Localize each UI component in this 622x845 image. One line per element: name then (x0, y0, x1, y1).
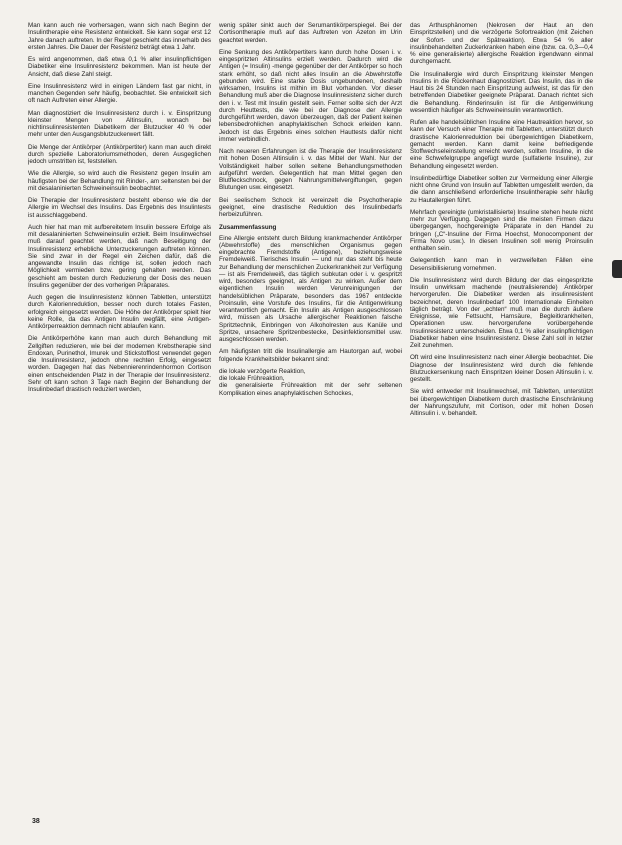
paragraph: Oft wird eine Insulinresistenz nach einer Allergie beobachtet. Die Diagnose der Insulinresistenz wird durch die fehlende Blutzuckersenkung nach Einspritzen kleiner Dosen Altinsulin i. v. gestellt. (410, 354, 593, 383)
text-column-middle (219, 22, 402, 822)
paragraph: Bei seelischem Schock ist vereinzelt die Psychotherapie geeignet, eine drastische Reduktion des Insulinbedarfs herbeizuführen. (219, 196, 402, 218)
paragraph: Wie die Allergie, so wird auch die Resistenz gegen Insulin am häufigsten bei der Behandlung mit Rinder-, am seltensten bei der mit desalaninierten Schweineinsulin beobachtet. (28, 170, 211, 192)
paragraph: Mehrfach gereinigte (umkristallisierte) Insuline stehen heute nicht mehr zur Verfügung. Dagegen sind die meisten Firmen dazu übergegangen, hochgereinigte Präparate in den Handel zu bringen („C“-Insuline der Firma Hoechst, Monocomponent der Firma Novo usw.). In diesen Insulinen soll wenig Proinsulin enthalten sein. (410, 208, 593, 252)
paragraph: Die Antikörperhöhe kann man auch durch Behandlung mit Zellgiften reduzieren, wie bei der modernen Krebstherapie sind Endoxan, Purinethol, Imurek und Stickstofflost verwendet gegen die Insulinresistenz, jedoch ohne rechten Erfolg, eingesetzt worden. Dagegen hat das Nebennierenrindenhormon Cortison einen entscheidenden Platz in der Therapie der Insulinresistenz. Sehr oft kann schon 3 Tage nach Beginn der Behandlung der Insulinbedarf drastisch reduziert werden, (28, 335, 211, 393)
paragraph: Eine Allergie entsteht durch Bildung krankmachender Antikörper (Abwehrstoffe) des menschlichen Organismus gegen eingebrachte Fremdstoffe (Antigene), beziehungsweise Fremdeiweiß. Tierisches Insulin — und nur das steht bis heute zur Behandlung der menschlichen Zuckerkrankheit zur Verfügung — ist als Fremdeiweiß, das täglich subkutan oder i. v. gespritzt wird, besonders geeignet, als Antigen zu wirken. Außer dem eigentlichen Insulin werden Verunreinigungen der handelsüblichen Präparate, besonders das 1967 entdeckte Proinsulin, eine Vorstufe des Insulins, für die Antigenwirkung verantwortlich gemacht. Ein Insulin als Antigen ausgeschlossen wird, müssen als Ursache allergischer Reaktionen falsche Spritztechnik, Einbringen von Alkoholresten aus Kanüle und Spritze, unsachere Spritzenbestecke, Desinfektionsmittel usw. ausgeschlossen werden. (219, 234, 402, 343)
paragraph: das Arthusphänomen (Nekrosen der Haut an den Einspritzstellen) und die verzögerte Sofortreaktion (mit Zeichen der Sofort- und der Spätreaktion). Etwa 54 % aller insulinbehandelten Zuckerkranken haben eine (bzw. ca. 0,3—0,4 % eine generalisierte) allergische Reaktion irgendwann einmal durchgemacht. (410, 22, 593, 66)
paragraph: Die Therapie der Insulinresistenz besteht ebenso wie die der Allergie im Wechsel des Insulins. Das Ergebnis des Insulintests ist ausschlaggebend. (28, 197, 211, 219)
section-heading: Zusammenfassung (219, 224, 277, 232)
paragraph: Nach neueren Erfahrungen ist die Therapie der Insulinresistenz mit hohen Dosen Altinsulin i. v. das Mittel der Wahl. Nur der Vollständigkeit halber sollen seltene Behandlungsmethoden aufgeführt werden. Gelegentlich hat man Mittel gegen den Blutfleckschnock, gegen Nahrungsmittelvergiftungen, gegen Blutungen usw. eingesetzt. (219, 148, 402, 192)
text-column-right (410, 22, 593, 822)
paragraph: Die Insulinallergie wird durch Einspritzung kleinster Mengen Insulins in die Rückenhaut diagnostiziert. Das Insulin, das in die Haut bis 24 Stunden nach Einspritzung aufweist, ist das für den betreffenden Diabetiker geeignete Präparat. Danach richtet sich die Behandlung. Rinderinsulin ist für die Antigenwirkung wesentlich häufiger als Schweineinsulin verantwortlich. (410, 70, 593, 114)
paragraph: Auch hier hat man mit aufbereitetem Insulin bessere Erfolge als mit desalaninierten Schweineinsulin erzielt. Beim Insulinwechsel muß darauf geachtet werden, daß nach Beseitigung der Insulinresistenz erhebliche Unterzuckerungen auftreten können. Sie sind zwar in der Regel ein Zeichen dafür, daß die angewandte Insulin das richtige ist, sollen jedoch nach Möglichkeit vermieden bzw. gering gehalten werden. Das geschieht am besten durch Reduzierung der Dosis des neuen Insulins gegenüber der des vorherigen Präparates. (28, 223, 211, 289)
paragraph: Die Insulinresistenz wird durch Bildung der das eingespritzte Insulin unwirksam machende (neutralisierende) Antikörper hervorgerufen. Die Diabetiker werden als insulinresistent bezeichnet, deren Insulinbedarf 100 Internationale Einheiten täglich beträgt. Von der „echten“ muß man die durch äußere Ereignisse, wie Fettsucht, Harnsäure, Begleitkrankheiten, Operationen usw. hervorgerufene vorübergehende Insulinresistenz unterscheiden. Etwa 0,1 % aller insulinpflichtigen Diabetiker haben eine Insulinresistenz. Diese Zahl soll in letzter Zeit zunehmen. (410, 276, 593, 349)
paragraph: Die Menge der Antikörper (Antikörpertiter) kann man auch direkt durch spezielle Laboratoriumsmethoden, deren Ausgeglichen jedoch umstritten ist, feststellen. (28, 143, 211, 165)
binding-mark (612, 260, 622, 278)
paragraph: Sie wird entweder mit Insulinwechsel, mit Tabletten, unterstützt bei übergewichtigen Diabetikern durch drastische Einschränkung der Nahrungszufuhr, mit Cortison, oder mit hohen Dosen Altinsulin i. v. behandelt. (410, 388, 593, 417)
paragraph: Eine Senkung des Antikörpertiters kann durch hohe Dosen i. v. eingespritzten Altinsulins erzielt werden. Dadurch wird die Antigen (= Insulin) -menge gegenüber der der Antikörper so hoch stark erhöht, so daß nicht alles Insulin an die Abwehrstoffe gebunden wird. Eine starke Dosis ungebundenen, deshalb wirksamen, Insulins ist mithin im Blut vorhanden. Vor dieser Behandlung muß aber die Diagnose Insulinresistenz sicher durch den i. v. Test mit Insulin gestellt sein. Ferner sollte sich der Arzt durch Heuttests, die wie bei der Diagnose der Allergie durchgeführt werden, davon überzeugen, daß der Patient keinen lebensbedrohlichen anaphylaktischen Schock erleiden kann. Jedoch ist das Ergebnis eines solchen Hauttests dafür nicht immer verbindlich. (219, 48, 402, 143)
paragraph: Gelegentlich kann man in verzweifelten Fällen eine Desensibilisierung vornehmen. (410, 257, 593, 272)
paragraph: Eine Insulinresistenz wird in einigen Ländern fast gar nicht, in manchen Gegenden sehr häufig, beobachtet. Sie entwickelt sich oft nach Auftreten einer Allergie. (28, 82, 211, 105)
page-text (28, 22, 594, 822)
paragraph: Man kann auch nie vorhersagen, wann sich nach Beginn der Insulintherapie eine Resistenz entwickelt. Sie kann sogar erst 12 Jahre danach auftreten. In der Regel geschieht das innerhalb des ersten Jahres. Die Dauer der Resistenz beträgt etwa 1 Jahr. (28, 22, 211, 51)
page-number: 38 (32, 818, 40, 825)
paragraph: Am häufigsten tritt die Insulinallergie am Hautorgan auf, wobei folgende Krankheitsbilder bekannt sind: (219, 348, 402, 363)
list-item: die lokale Frühreaktion, (219, 375, 285, 382)
paragraph: Rufen alle handelsüblichen Insuline eine Hautreaktion hervor, so kann der Versuch einer Therapie mit Tabletten, unterstützt durch drastische Kalorienreduktion bei übergewichtigen Diabetikern, gemacht werden. Kann damit keine befriedigende Stoffwechseleinstellung erreicht werden, sollten Insuline, in die eine Schwefelgruppe angefügt wurde (sulfatierte Insuline), zur Behandlung eingesetzt werden. (410, 119, 593, 170)
paragraph: wenig später sinkt auch der Serumantikörperspiegel. Bei der Cortisontherapie muß auf das Auftreten von Azeton im Urin geachtet werden. (219, 22, 402, 44)
text-column-left (28, 22, 211, 822)
paragraph: Auch gegen die Insulinresistenz können Tabletten, unterstützt durch Kalorienreduktion, besser noch durch totales Fasten, erfolgreich eingesetzt werden. Die Höhe der Antikörper spielt hier keine Rolle, da das Antigen Insulin wegfällt, eine Antigen-Antikörperreaktion demnach nicht ablaufen kann. (28, 294, 211, 330)
paragraph: Es wird angenommen, daß etwa 0,1 % aller insulinpflichtigen Diabetiker eine Insulinresistenz bekommen. Man ist heute der Ansicht, daß diese Zahl steigt. (28, 56, 211, 78)
list-item: die generalisierte Frühreaktion mit der sehr seltenen Komplikation eines anaphylaktischen Schockes, (219, 382, 402, 397)
list-item: die lokale verzögerte Reaktion, (219, 367, 306, 375)
paragraph: Man diagnostiziert die Insulinresistenz durch i. v. Einspritzung kleinster Mengen von Altinsulin, wonach bei nichtinsulinresistenten Diabetikern der Blutzucker 40 % oder mehr unter den Ausgangsblutzuckerwert fällt. (28, 109, 211, 139)
paragraph: Insulinbedürftige Diabetiker sollten zur Vermeidung einer Allergie nicht ohne Grund von Insulin auf Tabletten umgestellt werden, da die dann anschließend erforderliche Insulintherapie sehr häufig zu Hautallergien führt. (410, 174, 593, 204)
